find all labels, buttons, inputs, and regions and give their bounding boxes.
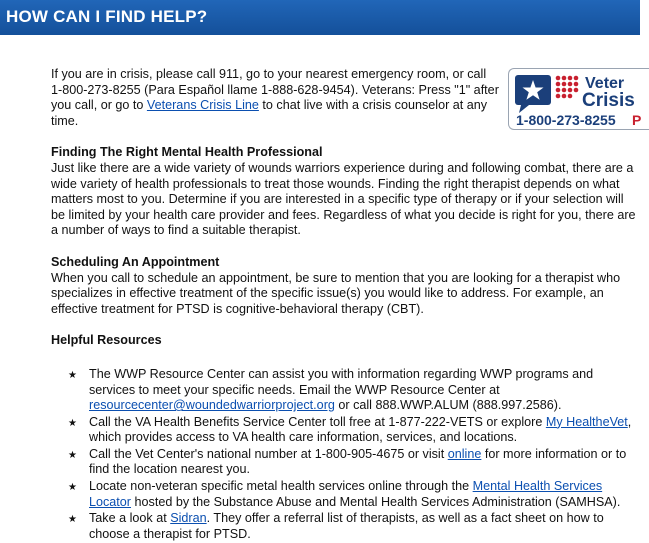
main-content: [51, 67, 637, 543]
resources-list: [51, 367, 637, 543]
list-item: ★ The WWP Resource Center can assist you with information regarding WWP programs and services to meet your specific needs. Email the WWP Resource Center at resourcecenter@woundedwarriorproject.org or call 888.WWP.ALUM (888.997.2586).: [68, 366, 594, 413]
section-scheduling: [51, 255, 637, 317]
star-bullet-icon: ★: [68, 482, 77, 494]
list-item: ★ Call the VA Health Benefits Service Center toll free at 1-877-222-VETS or explore My HealtheVet, which provides access to VA health care information, services, and locations.: [68, 414, 632, 445]
star-bullet-icon: ★: [68, 369, 77, 381]
mental-health-locator-link[interactable]: Mental Health Services Locator: [89, 479, 603, 509]
star-bullet-icon: ★: [68, 449, 77, 461]
veterans-crisis-line-link[interactable]: Veterans Crisis Line: [146, 98, 259, 113]
star-bullet-icon: ★: [68, 417, 77, 429]
intro-text: If you are in crisis, please call 911, go to your nearest emergency room, or call 1-800-273-8255 (Para Español llame 1-888-628-9454). Veterans: Press "1" after you call, or go to: [51, 67, 499, 113]
intro-text-end: to chat live with a crisis counselor at any time.: [51, 98, 488, 128]
list-item: ★ Take a look at Sidran. They offer a referral list of therapists, as well as a fact sheet on how to choose a therapist for PTSD.: [68, 511, 604, 541]
section-body: Just like there are a wide variety of wounds warriors experience during and following combat, there are a wide variety of health professionals to treat those wounds. Finding the right therapist depends on what matters most to you. Determine if you are interested in a specific type of therapy or if your selection will be limited by your health care provider and fees. Regardless of what you decide is right for you, there are a number of ways to find a suitable therapist.: [51, 160, 636, 238]
list-item: ★ Locate non-veteran specific metal health services online through the Mental Health Services Locator hosted by the Substance Abuse and Mental Health Services Administration (SAMHSA).: [68, 479, 621, 509]
logo-text-veterans: Veter: [585, 75, 625, 92]
sidran-link[interactable]: Sidran: [170, 511, 207, 526]
intro-paragraph: [51, 67, 499, 129]
logo-phone: 1-800-273-8255: [516, 112, 616, 128]
resources-heading: Helpful Resources: [51, 333, 162, 348]
my-healthevet-link[interactable]: My HealtheVet: [545, 414, 628, 429]
resource-center-email-link[interactable]: resourcecenter@woundedwarriorproject.org: [89, 398, 335, 413]
section-body: When you call to schedule an appointment, be sure to mention that you are looking for a therapist who specializes in effective treatment of the specific issue(s) you would like to address. For example, an effective treatment for PTSD is cognitive-behavioral therapy (CBT).: [51, 270, 621, 316]
vet-center-online-link[interactable]: online: [447, 446, 482, 461]
star-bullet-icon: ★: [68, 514, 77, 526]
section-heading: Scheduling An Appointment: [51, 254, 220, 269]
page-title: HOW CAN I FIND HELP?: [6, 7, 208, 26]
logo-text-crisis: Crisis: [582, 90, 635, 111]
list-item: ★ Call the Vet Center's national number at 1-800-905-4675 or visit online for more information or to find the location nearest you.: [68, 446, 627, 477]
section-heading: Finding The Right Mental Health Professional: [51, 145, 323, 160]
logo-phone-suffix: P: [632, 112, 642, 128]
header-bar: [0, 0, 640, 35]
section-finding-professional: [51, 145, 637, 239]
